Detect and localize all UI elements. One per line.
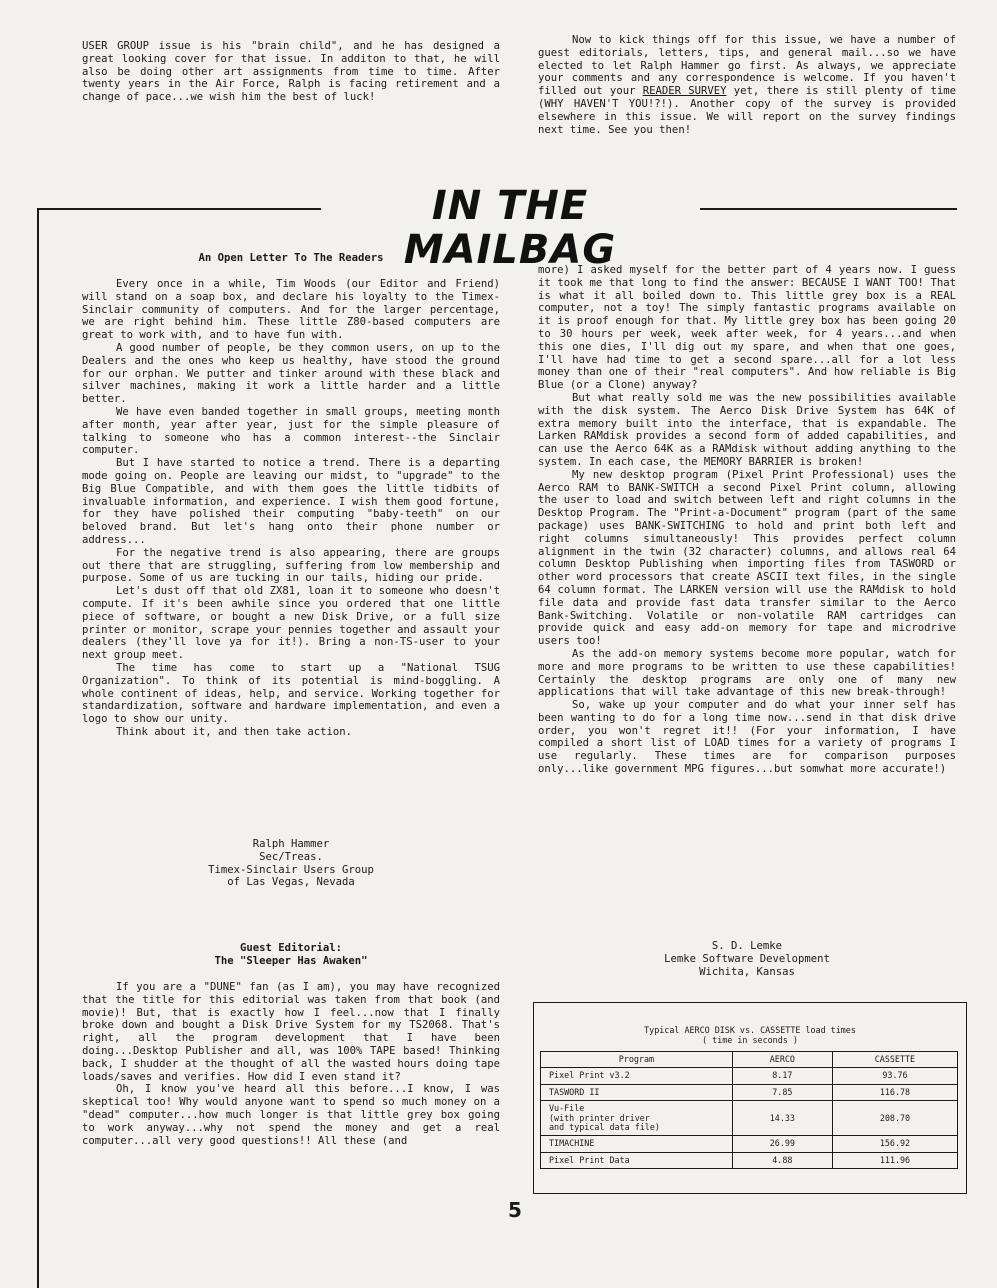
banner-rule-left [37, 208, 321, 210]
letter-paragraph: We have even banded together in small groups, meeting month after month, year after year, just for the simple pleasure of talking to someone who has a common interest--the Sinclair computer. [82, 405, 500, 457]
table-row [541, 1152, 958, 1168]
editorial-body [82, 981, 500, 1147]
table-caption-units: ( time in seconds ) [702, 1035, 798, 1045]
header-cassette: CASSETTE [832, 1052, 957, 1068]
editorial-paragraph: My new desktop program (Pixel Print Professional) uses the Aerco RAM to BANK-SWITCH a second Pixel Print column, allowing the user to load and switch between left and right columns in the Desktop Program. The "Print-a-Document" program (part of the same package) uses BANK-SWITCHING to hold and print both left and right columns simultaneously! This provides perfect column alignment in the twin (32 character) columns, and allows real 64 column Desktop Publishing when importing files from TASWORD or other word processors that create ASCII text files, in the single 64 column format. The LARKEN version will use the RAMdisk to hold file data and provide fast data transfer similar to the Aerco Bank-Switching. Volatile or non-volatile RAM cartridges can provide quick and easy add-on memory for tape and microdrive users too! [538, 468, 956, 648]
cell-cassette: 208.70 [832, 1101, 957, 1136]
cell-aerco: 4.88 [732, 1152, 832, 1168]
cell-cassette: 156.92 [832, 1136, 957, 1152]
signature-line: S. D. Lemke [711, 940, 783, 952]
cell-aerco: 8.17 [732, 1068, 832, 1084]
letter-paragraph: The time has come to start up a "National TSUG Organization". To think of its potential is mind-boggling. A whole continent of ideas, help, and service. Working together for standardization, software and hardware implementation, and even a logo to show our unity. [82, 661, 500, 726]
cell-aerco: 7.85 [732, 1084, 832, 1100]
cell-program: TIMACHINE [541, 1136, 733, 1152]
cell-program: Pixel Print Data [541, 1152, 733, 1168]
section-banner-title: IN THE MAILBAG [403, 183, 617, 273]
editorial-paragraph: As the add-on memory systems become more popular, watch for more and more programs to be written to use these capabilities! Certainly the desktop programs are only one of many new applications that will take advantage of this new break-through! [538, 647, 956, 699]
top-right-text [538, 34, 956, 136]
top-left-paragraph: USER GROUP issue is his "brain child", and he has designed a great looking cover for that issue. In additon to that, he will also be doing other art assignments from time to time. After twenty years in the Air Force, Ralph is facing retirement and a change of pace...we wish him the best of luck! [82, 40, 500, 104]
cell-program: Vu-File (with printer driver and typical data file) [541, 1101, 733, 1136]
letter-signature [82, 838, 500, 889]
editorial-heading [82, 942, 500, 968]
load-times-table [540, 1051, 958, 1169]
editorial-title: The "Sleeper Has Awaken" [214, 954, 368, 967]
intro-text-after: yet, there is still plenty of time (WHY HAVEN'T YOU!?!). Another copy of the survey is provided elsewhere in this issue. We will report on the survey findings next time. See you then! [538, 85, 956, 136]
table-caption-line: Typical AERCO DISK vs. CASSETTE load times [644, 1025, 856, 1035]
editorial-paragraph: So, wake up your computer and do what your inner self has been wanting to do for a long time now...send in that disk drive order, you won't regret it!! (For your information, I have compiled a short list of LOAD times for a variety of programs I use regularly. These times are for comparison purposes only...like government MPG figures...but somwhat more accurate!) [538, 699, 956, 776]
editorial-heading-line: Guest Editorial: [239, 942, 343, 954]
letter-paragraph: For the negative trend is also appearing, there are groups out there that are struggling, suffering from low membership and purpose. Some of us are tucking in our tails, hiding our pride. [82, 546, 500, 585]
editorial-paragraph: Oh, I know you've heard all this before...I know, I was skeptical too! Why would anyone want to spend so much money on a "dead" computer...how much longer is that little grey box going to work anyway...why not spend the money and get a real computer...all very good questions!! All these (and [82, 1083, 500, 1147]
intro-paragraph [538, 34, 956, 136]
page-number: 5 [508, 1198, 522, 1222]
cell-cassette: 111.96 [832, 1152, 957, 1168]
banner-rule-right [700, 208, 957, 210]
letter-body [82, 278, 500, 739]
top-left-text [82, 40, 500, 104]
signature-line: Timex-Sinclair Users Group [208, 863, 374, 876]
table-row [541, 1136, 958, 1152]
editorial-signature [538, 940, 956, 978]
reader-survey-text: READER SURVEY [642, 85, 727, 98]
cell-cassette: 116.78 [832, 1084, 957, 1100]
table-caption [534, 1025, 966, 1045]
cell-cassette: 93.76 [832, 1068, 957, 1084]
table-row [541, 1084, 958, 1100]
signature-line: Ralph Hammer [252, 838, 330, 850]
intro-text-before: Now to kick things off for this issue, we have a number of guest editorials, letters, tips, and general mail...so we have elected to let Ralph Hammer go first. As always, we appreciate your comments and any correspondence is welcome. If you haven't filled out your [538, 34, 956, 98]
letter-paragraph: Think about it, and then take action. [116, 725, 352, 738]
cell-program: TASWORD II [541, 1084, 733, 1100]
editorial-continued [538, 264, 956, 776]
letter-paragraph: Let's dust off that old ZX81, loan it to someone who doesn't compute. If it's been awhile since you ordered that one little piece of software, or bought a new Disk Drive, or a full size printer or monitor, scrape your pennies together and assault your dealers (they'll love ya for it!). Bring a non-TS-user to your next group meet. [82, 585, 500, 662]
letter-paragraph: Every once in a while, Tim Woods (our Editor and Friend) will stand on a soap box, and declare his loyalty to the Timex-Sinclair community of computers. And for the larger percentage, we are right behind him. These little Z80-based computers are great to work with, and to have fun with. [82, 278, 500, 342]
table-header-row [541, 1052, 958, 1068]
editorial-paragraph: more) I asked myself for the better part of 4 years now. I guess it took me that long to find the answer: BECAUSE I WANT TOO! That is what it all boiled down to. This little grey box is a REAL computer, not a toy! The simply fantastic programs available on it is proof enough for that. My little grey box has been going 20 to 30 hours per week, week after week, for 4 years...and when this one dies, I'll dig out my spare, and when that one goes, I'll have had time to get a second spare...all for a lot less money than one of their "real computers". And how reliable is Big Blue (or a Clone) anyway? [538, 264, 956, 392]
table-row [541, 1068, 958, 1084]
signature-line: Wichita, Kansas [699, 965, 795, 978]
signature-line: of Las Vegas, Nevada [227, 876, 355, 889]
letter-paragraph: A good number of people, be they common users, on up to the Dealers and the ones who keep us healthy, have stood the ground for our orphan. We putter and tinker around with these black and silver machines, making it work a little harder and a little better. [82, 341, 500, 406]
header-program: Program [541, 1052, 733, 1068]
load-times-table-box [533, 1002, 967, 1194]
cell-program: Pixel Print v3.2 [541, 1068, 733, 1084]
letter-paragraph: But I have started to notice a trend. There is a departing mode going on. People are leaving our midst, to "upgrade" to the Big Blue Compatible, and with them goes the little tidbits of invaluable information, and experience. I wish them good fortune, for they have polished their computing "baby-teeth" on our beloved brand. But let's hang onto their phone number or address... [82, 457, 500, 546]
header-aerco: AERCO [732, 1052, 832, 1068]
signature-line: Lemke Software Development [664, 952, 830, 965]
letter-title: An Open Letter To The Readers [198, 252, 384, 264]
signature-line: Sec/Treas. [259, 850, 323, 863]
table-row [541, 1101, 958, 1136]
cell-aerco: 14.33 [732, 1101, 832, 1136]
editorial-paragraph: If you are a "DUNE" fan (as I am), you may have recognized that the title for this editorial was taken from that book (and movie)! But, that is exactly how I feel...now that I finally broke down and bought a Disk Drive System for my TS2068. That's right, all the program development that I have been doing...Desktop Publisher and all, was 100% TAPE based! Thinking back, I shudder at the thought of all the wasted hours doing tape loads/saves and verifies. How did I even stand it? [82, 981, 500, 1083]
editorial-paragraph: But what really sold me was the new possibilities available with the disk system. The Aerco Disk Drive System has 64K of extra memory built into the interface, that is expandable. The Larken RAMdisk provides a second form of added capabilities, and can use the Aerco 64K as a RAMdisk without adding anything to the system. In each case, the MEMORY BARRIER is broken! [538, 391, 956, 468]
section-border-left [37, 208, 39, 1288]
cell-aerco: 26.99 [732, 1136, 832, 1152]
